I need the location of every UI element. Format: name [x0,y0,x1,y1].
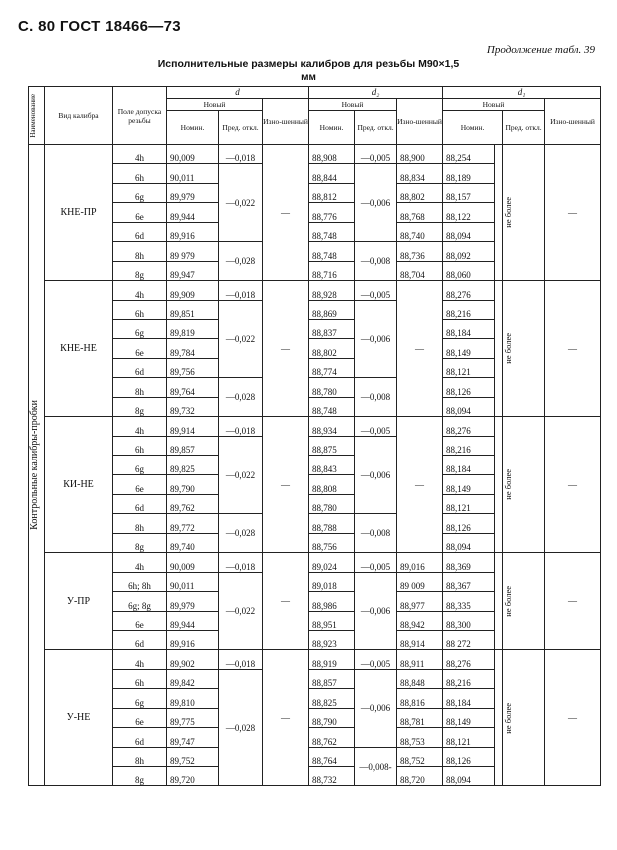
header-d2-worn: Изно-шенный [397,99,443,145]
d-dev-cell: —0,022 [219,572,263,650]
tol-cell: 4h [113,145,167,164]
d-nom-cell: 89,902 [167,650,219,669]
tol-cell: 6d [113,358,167,377]
tol-cell: 6d [113,728,167,747]
calibre-name: У-ПР [45,553,113,650]
header-d2: d₂ [309,87,443,99]
d1-spacer [495,553,503,650]
tol-cell: 6h [113,436,167,455]
tol-cell: 4h [113,650,167,669]
d1-dev-cell: не более [503,145,545,281]
d2-dev-cell: —0,005 [355,145,397,164]
d-worn-cell: — [263,281,309,417]
d2-nom-cell: 88,825 [309,689,355,708]
d2-worn-cell: 89 009 [397,572,443,591]
tol-cell: 6e [113,708,167,727]
d-nom-cell: 89,762 [167,494,219,513]
header-d2-new: Новый [309,99,397,111]
d-worn-cell: — [263,145,309,281]
d-nom-cell: 89,916 [167,630,219,649]
d2-nom-cell: 88,875 [309,436,355,455]
d1-nom-cell: 88,122 [443,203,495,222]
header-d2-nom: Номин. [309,111,355,145]
d-worn-cell: — [263,553,309,650]
d2-nom-cell: 88,928 [309,281,355,300]
d-nom-cell: 89,764 [167,378,219,397]
d2-nom-cell: 89,018 [309,572,355,591]
d-nom-cell: 89,720 [167,767,219,786]
d1-nom-cell: 88,121 [443,728,495,747]
d2-worn-cell: 88,704 [397,261,443,280]
tol-cell: 6d [113,494,167,513]
d1-nom-cell: 88,126 [443,378,495,397]
header-calibre-type: Вид калибра [45,87,113,145]
d2-nom-cell: 88,774 [309,358,355,377]
d1-nom-cell: 88,184 [443,689,495,708]
calibre-name: КНЕ-ПР [45,145,113,281]
d2-worn-cell: 88,802 [397,183,443,202]
d-nom-cell: 89,775 [167,708,219,727]
tol-cell: 6g; 8g [113,592,167,611]
d2-nom-cell: 88,812 [309,183,355,202]
d-dev-cell: —0,028 [219,378,263,417]
d-nom-cell: 89,772 [167,514,219,533]
d2-dev-cell: —0,006 [355,669,397,747]
d-nom-cell: 90,011 [167,572,219,591]
tol-cell: 4h [113,281,167,300]
d1-nom-cell: 88,121 [443,494,495,513]
tol-cell: 6h [113,164,167,183]
d1-dev-cell: не более [503,553,545,650]
calibre-name: КНЕ-НЕ [45,281,113,417]
d1-nom-cell: 88,149 [443,475,495,494]
d2-dev-cell: —0,005 [355,650,397,669]
d1-nom-cell: 88,216 [443,300,495,319]
d-nom-cell: 90,009 [167,553,219,572]
calibre-dimensions-table [28,86,601,786]
d2-nom-cell: 88,857 [309,669,355,688]
d2-worn-cell: 88,977 [397,592,443,611]
d-nom-cell: 89,747 [167,728,219,747]
d2-worn-cell: 88,768 [397,203,443,222]
d-worn-cell: — [263,650,309,786]
d2-worn-cell: — [397,281,443,417]
tol-cell: 8h [113,378,167,397]
d2-nom-cell: 88,951 [309,611,355,630]
d-nom-cell: 89,752 [167,747,219,766]
d1-dev-cell: не более [503,417,545,553]
header-tolerance: Поле допуска резьбы [113,87,167,145]
d2-worn-cell: 88,900 [397,145,443,164]
header-d1: d₁ [443,87,601,99]
header-d1-worn: Изно-шенный [545,99,601,145]
d2-worn-cell: 88,752 [397,747,443,766]
d2-dev-cell: —0,008 [355,514,397,553]
d-nom-cell: 89,944 [167,611,219,630]
d1-nom-cell: 88,157 [443,183,495,202]
tol-cell: 6h; 8h [113,572,167,591]
d1-nom-cell: 88,126 [443,747,495,766]
d2-worn-cell: 88,914 [397,630,443,649]
d1-nom-cell: 88,216 [443,436,495,455]
d-nom-cell: 89,732 [167,397,219,416]
d-dev-cell: —0,018 [219,650,263,669]
d1-nom-cell: 88 272 [443,630,495,649]
d1-nom-cell: 88,369 [443,553,495,572]
d2-nom-cell: 88,986 [309,592,355,611]
d-nom-cell: 89,825 [167,456,219,475]
d-dev-cell: —0,022 [219,164,263,242]
tol-cell: 4h [113,553,167,572]
tol-cell: 4h [113,417,167,436]
d1-worn-cell: — [545,417,601,553]
table-row [29,281,601,300]
d2-nom-cell: 88,748 [309,242,355,261]
d2-nom-cell: 88,748 [309,222,355,241]
header-d-new: Новый [167,99,263,111]
d2-dev-cell: —0,005 [355,417,397,436]
d1-worn-cell: — [545,650,601,786]
d2-nom-cell: 88,732 [309,767,355,786]
d-dev-cell: —0,028 [219,242,263,281]
d1-nom-cell: 88,094 [443,397,495,416]
d-nom-cell: 89,842 [167,669,219,688]
d-nom-cell: 89,819 [167,319,219,338]
d2-nom-cell: 88,762 [309,728,355,747]
d1-nom-cell: 88,189 [443,164,495,183]
d-nom-cell: 89,810 [167,689,219,708]
d1-dev-cell: не более [503,281,545,417]
d-nom-cell: 89,851 [167,300,219,319]
d2-nom-cell: 88,934 [309,417,355,436]
d1-nom-cell: 88,216 [443,669,495,688]
d-nom-cell: 89,979 [167,592,219,611]
d2-worn-cell: 88,911 [397,650,443,669]
d2-worn-cell: 88,740 [397,222,443,241]
d1-nom-cell: 88,254 [443,145,495,164]
d2-nom-cell: 89,024 [309,553,355,572]
d-dev-cell: —0,022 [219,436,263,514]
d2-worn-cell: 88,816 [397,689,443,708]
d1-nom-cell: 88,276 [443,417,495,436]
d2-nom-cell: 88,837 [309,319,355,338]
d2-worn-cell: 88,736 [397,242,443,261]
d-nom-cell: 89,857 [167,436,219,455]
d1-spacer [495,417,503,553]
tol-cell: 6e [113,475,167,494]
d2-nom-cell: 88,756 [309,533,355,552]
tol-cell: 8h [113,747,167,766]
d1-worn-cell: — [545,281,601,417]
d1-nom-cell: 88,276 [443,281,495,300]
d-nom-cell: 89,947 [167,261,219,280]
d-nom-cell: 89,979 [167,183,219,202]
tol-cell: 8g [113,533,167,552]
tol-cell: 6d [113,630,167,649]
d2-nom-cell: 88,780 [309,378,355,397]
d2-nom-cell: 88,843 [309,456,355,475]
d1-nom-cell: 88,121 [443,358,495,377]
d2-dev-cell: —0,006 [355,164,397,242]
d2-dev-cell: —0,006 [355,572,397,650]
d2-nom-cell: 88,780 [309,494,355,513]
d-nom-cell: 89,790 [167,475,219,494]
d2-worn-cell: 88,848 [397,669,443,688]
d1-spacer [495,145,503,281]
tol-cell: 8g [113,767,167,786]
d1-nom-cell: 88,184 [443,456,495,475]
d-worn-cell: — [263,417,309,553]
d2-nom-cell: 88,788 [309,514,355,533]
header-d1-nom: Номин. [443,111,503,145]
d2-dev-cell: —0,008- [355,747,397,786]
d2-nom-cell: 88,919 [309,650,355,669]
tol-cell: 8g [113,397,167,416]
d1-spacer [495,281,503,417]
d-dev-cell: —0,018 [219,145,263,164]
tol-cell: 6e [113,339,167,358]
d-nom-cell: 89,784 [167,339,219,358]
d1-spacer [495,650,503,786]
d-dev-cell: —0,022 [219,300,263,378]
tol-cell: 6g [113,456,167,475]
tol-cell: 6h [113,300,167,319]
d2-worn-cell: 88,834 [397,164,443,183]
header-d1-new: Новый [443,99,545,111]
tol-cell: 8h [113,242,167,261]
tol-cell: 6d [113,222,167,241]
table-row [29,650,601,669]
table-row [29,145,601,164]
d-nom-cell: 89 979 [167,242,219,261]
d2-dev-cell: —0,008 [355,242,397,281]
d-dev-cell: —0,018 [219,281,263,300]
d2-dev-cell: —0,006 [355,436,397,514]
header-d-nom: Номин. [167,111,219,145]
d2-worn-cell: — [397,417,443,553]
d2-dev-cell: —0,006 [355,300,397,378]
page-header: С. 80 ГОСТ 18466—73 [18,18,181,35]
tol-cell: 6g [113,183,167,202]
d-nom-cell: 89,909 [167,281,219,300]
group-label: Контрольные калибры-пробки [29,145,45,786]
tol-cell: 6e [113,203,167,222]
d2-nom-cell: 88,716 [309,261,355,280]
tol-cell: 6h [113,669,167,688]
table-row [29,417,601,436]
d-nom-cell: 89,740 [167,533,219,552]
d1-nom-cell: 88,094 [443,222,495,241]
d1-nom-cell: 88,094 [443,533,495,552]
d-dev-cell: —0,028 [219,669,263,786]
d-dev-cell: —0,018 [219,553,263,572]
d-nom-cell: 90,011 [167,164,219,183]
d1-worn-cell: — [545,553,601,650]
table-unit: мм [301,72,316,83]
d2-nom-cell: 88,790 [309,708,355,727]
d1-nom-cell: 88,149 [443,339,495,358]
header-d1-dev: Пред. откл. [503,111,545,145]
tol-cell: 6g [113,689,167,708]
d-nom-cell: 89,916 [167,222,219,241]
d2-worn-cell: 89,016 [397,553,443,572]
tol-cell: 8g [113,261,167,280]
d2-nom-cell: 88,748 [309,397,355,416]
d2-nom-cell: 88,908 [309,145,355,164]
table-continuation-note: Продолжение табл. 39 [486,44,595,56]
d-dev-cell: —0,018 [219,417,263,436]
table-title: Исполнительные размеры калибров для резьбы М90×1,5 [157,58,460,70]
d-nom-cell: 89,914 [167,417,219,436]
d1-nom-cell: 88,094 [443,767,495,786]
calibre-name: У-НЕ [45,650,113,786]
d2-dev-cell: —0,008 [355,378,397,417]
d2-worn-cell: 88,781 [397,708,443,727]
tol-cell: 6g [113,319,167,338]
table-row [29,553,601,572]
d-nom-cell: 90,009 [167,145,219,164]
d2-dev-cell: —0,005 [355,281,397,300]
d1-nom-cell: 88,367 [443,572,495,591]
d2-nom-cell: 88,869 [309,300,355,319]
tol-cell: 6e [113,611,167,630]
d-nom-cell: 89,944 [167,203,219,222]
d2-nom-cell: 88,802 [309,339,355,358]
d2-dev-cell: —0,005 [355,553,397,572]
d2-worn-cell: 88,942 [397,611,443,630]
d1-nom-cell: 88,276 [443,650,495,669]
header-d-worn: Изно-шенный [263,99,309,145]
d2-nom-cell: 88,923 [309,630,355,649]
d1-worn-cell: — [545,145,601,281]
d-nom-cell: 89,756 [167,358,219,377]
d2-worn-cell: 88,753 [397,728,443,747]
d1-nom-cell: 88,184 [443,319,495,338]
d2-nom-cell: 88,844 [309,164,355,183]
d2-worn-cell: 88,720 [397,767,443,786]
d2-nom-cell: 88,808 [309,475,355,494]
d1-nom-cell: 88,149 [443,708,495,727]
header-d: d [167,87,309,99]
d2-nom-cell: 88,776 [309,203,355,222]
tol-cell: 8h [113,514,167,533]
d2-nom-cell: 88,764 [309,747,355,766]
d1-nom-cell: 88,300 [443,611,495,630]
d1-dev-cell: не более [503,650,545,786]
d1-nom-cell: 88,092 [443,242,495,261]
calibre-name: КИ-НЕ [45,417,113,553]
d1-nom-cell: 88,126 [443,514,495,533]
d1-nom-cell: 88,335 [443,592,495,611]
header-name: Наименование [29,87,45,145]
header-d-dev: Пред. откл. [219,111,263,145]
header-d2-dev: Пред. откл. [355,111,397,145]
d1-nom-cell: 88,060 [443,261,495,280]
d-dev-cell: —0,028 [219,514,263,553]
